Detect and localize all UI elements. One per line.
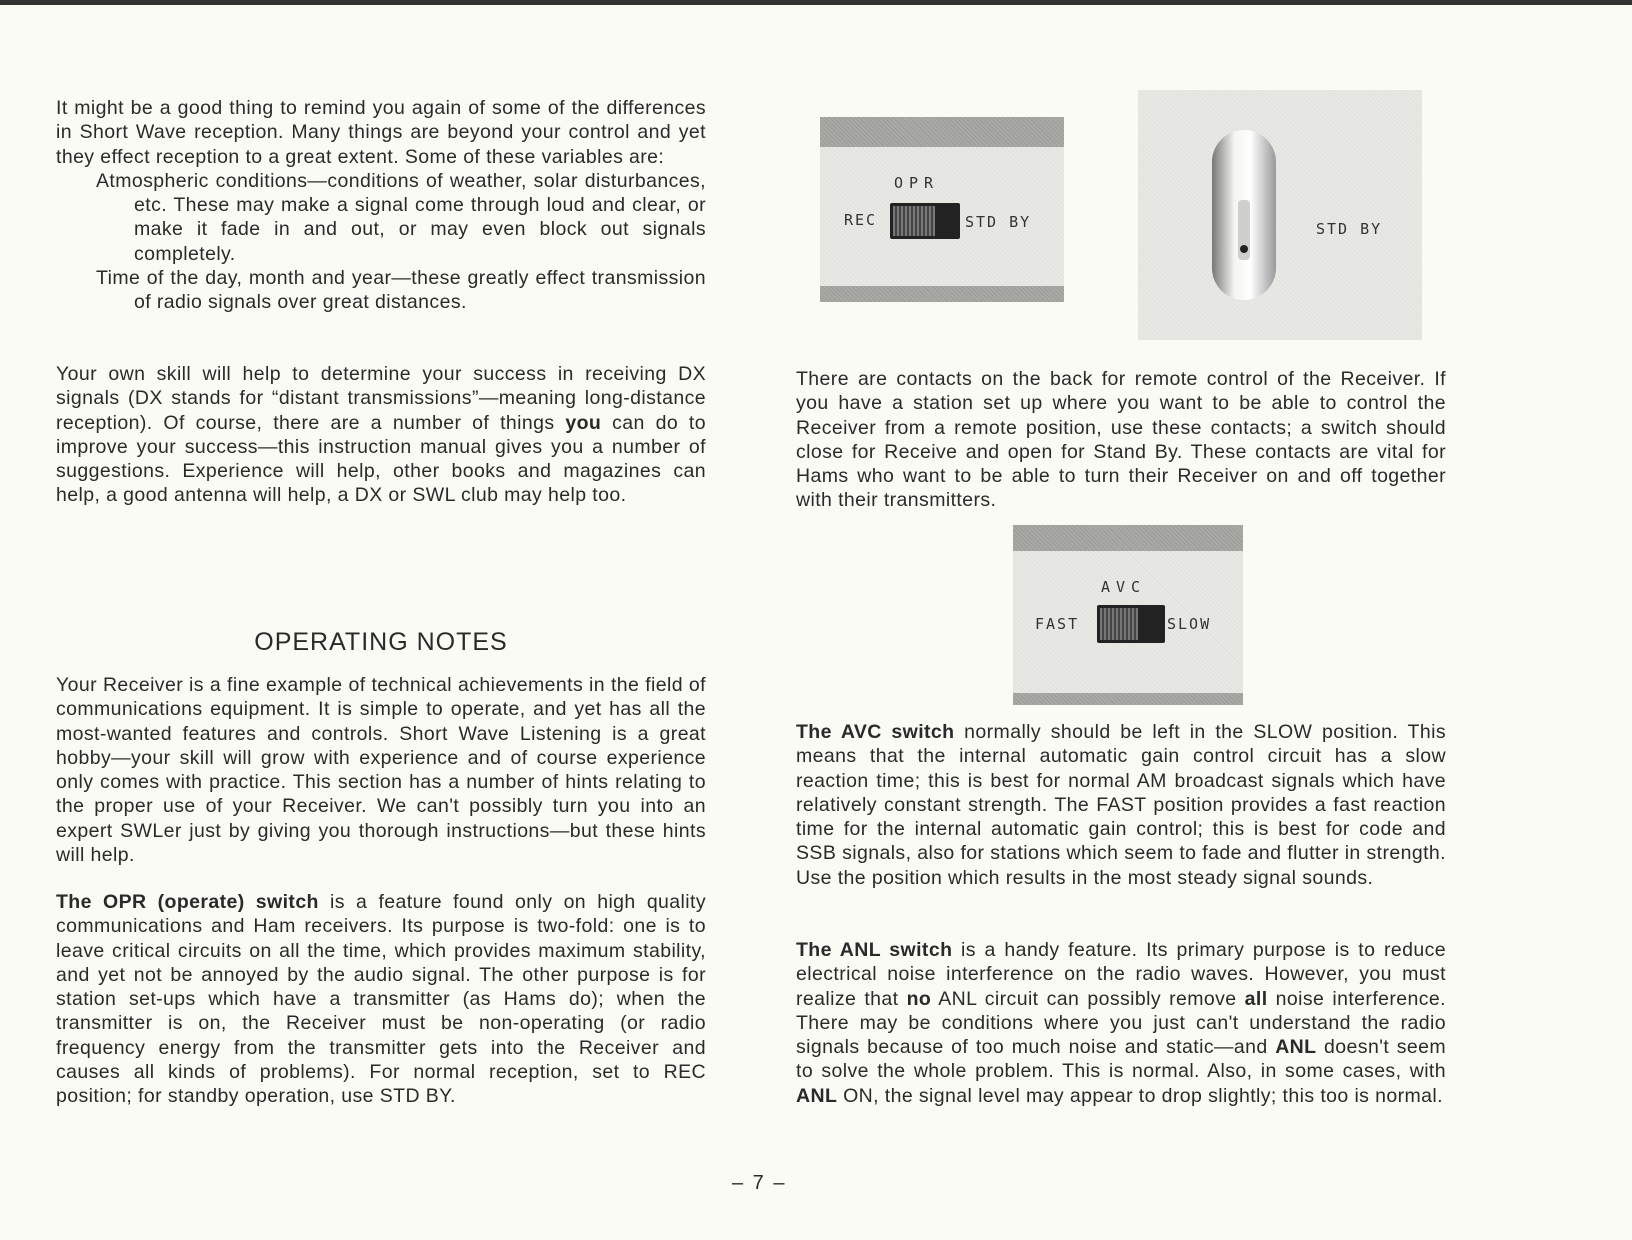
left-column xyxy=(56,96,706,315)
std-by-label: STD BY xyxy=(965,213,1032,231)
bold-text: The OPR (operate) switch xyxy=(56,891,319,913)
bold-text: ANL xyxy=(1275,1036,1317,1059)
receiver-paragraph: Your Receiver is a fine example of technical achievements in the field of communications equipment. It is simple to operate, and yet has all the most-wanted features and controls. Short Wave Listening is a great hobby—your skill will grow with experience and of course experience only comes with practice. This section has a number of hints relating to the proper use of your Receiver. We can't possibly turn you into an expert SWLer just by giving you thorough instructions—but these hints will help. xyxy=(56,674,706,867)
anl-paragraph xyxy=(796,938,1446,1108)
skill-paragraph xyxy=(56,362,706,508)
page-number: – 7 – xyxy=(732,1172,787,1194)
avc-switch xyxy=(1097,605,1165,643)
opr-paragraph xyxy=(56,890,706,1109)
slow-label: SLOW xyxy=(1167,615,1212,633)
avc-label: AVC xyxy=(1101,578,1147,596)
opr-switch-figure xyxy=(820,117,1064,302)
panel-band xyxy=(1013,693,1243,705)
section-heading: OPERATING NOTES xyxy=(254,628,508,656)
text: Your own skill will help to determine your success in receiving DX signals (DX stands for “distant transmissions”—meaning long-distance reception). Of course, there are a number of things xyxy=(56,363,706,434)
text: is a handy feature. Its primary purpose is to reduce electrical noise interference on the radio waves. However, you must realize that xyxy=(796,939,1446,1010)
panel-band xyxy=(820,117,1064,147)
text: can do to improve your success—this instruction manual gives you a number of suggestions. Experience will help, other books and magazines can help, a good antenna will help, a DX or SWL club may help too. xyxy=(56,411,706,507)
std-by-label: STD BY xyxy=(1316,220,1383,238)
avc-switch-figure xyxy=(1013,525,1243,705)
avc-paragraph xyxy=(796,720,1446,890)
opr-label: OPR xyxy=(894,174,940,192)
fast-label: FAST xyxy=(1035,615,1080,633)
text: noise interference. There may be conditions where you just can't understand the radio signals because of too much noise and static—and xyxy=(796,987,1446,1059)
scan-edge xyxy=(0,0,1632,5)
bold-text: all xyxy=(1244,987,1268,1010)
bold-text: The ANL switch xyxy=(796,939,953,961)
intro-paragraph: It might be a good thing to remind you again of some of the differences in Short Wave reception. Many things are beyond your control and yet they effect reception to a great extent. Some of these variables are: xyxy=(56,97,706,168)
contacts-paragraph: There are contacts on the back for remote control of the Receiver. If you have a station set up where you want to be able to control the Receiver from a remote position, use these contacts; a switch should close for Receive and open for Stand By. These contacts are vital for Hams who want to be able to turn their Receiver on and off together with their transmitters. xyxy=(796,368,1446,512)
list-item-time: Time of the day, month and year—these greatly effect transmission of radio signals over great distances. xyxy=(96,267,706,314)
text: ANL circuit can possibly remove xyxy=(931,987,1245,1010)
contact-knob xyxy=(1212,130,1276,300)
text: normally should be left in the SLOW position. This means that the internal automatic gain control circuit has a slow reaction time; this is best for normal AM broadcast signals which have relatively constant strength. The FAST position provides a fast reaction time for the internal automatic gain control; this is best for code and SSB signals, also for stations which seem to fade and flutter in strength. Use the position which results in the most steady signal sounds. xyxy=(796,721,1446,889)
text: ON, the signal level may appear to drop slightly; this too is normal. xyxy=(837,1084,1443,1107)
bold-text: The AVC switch xyxy=(796,721,955,743)
std-by-contact-figure xyxy=(1138,90,1422,340)
text: is a feature found only on high quality communications and Ham receivers. Its purpose is two-fold: one is to leave critical circuits on all the time, which provides maximum stability, and yet not be annoyed by the audio signal. The other purpose is for station set-ups which have a transmitter (as Hams do); when the transmitter is on, the Receiver must be non-operating (or radio frequency energy from the transmitter gets into the Receiver and causes all kinds of problems). For normal reception, set to REC position; for standby operation, use STD BY. xyxy=(56,891,706,1108)
panel-band xyxy=(820,286,1064,302)
panel-band xyxy=(1013,525,1243,551)
bold-text: you xyxy=(565,411,602,434)
bold-text: ANL xyxy=(796,1084,838,1107)
opr-switch xyxy=(890,203,960,239)
bold-text: no xyxy=(906,987,932,1010)
text: doesn't seem to solve the whole problem. This is normal. Also, in some cases, with xyxy=(796,1036,1446,1083)
rec-label: REC xyxy=(844,211,878,229)
list-item-atmospheric: Atmospheric conditions—conditions of weather, solar disturbances, etc. These may make a signal come through loud and clear, or make it fade in and out, or may even block out signals completely. xyxy=(96,169,706,265)
